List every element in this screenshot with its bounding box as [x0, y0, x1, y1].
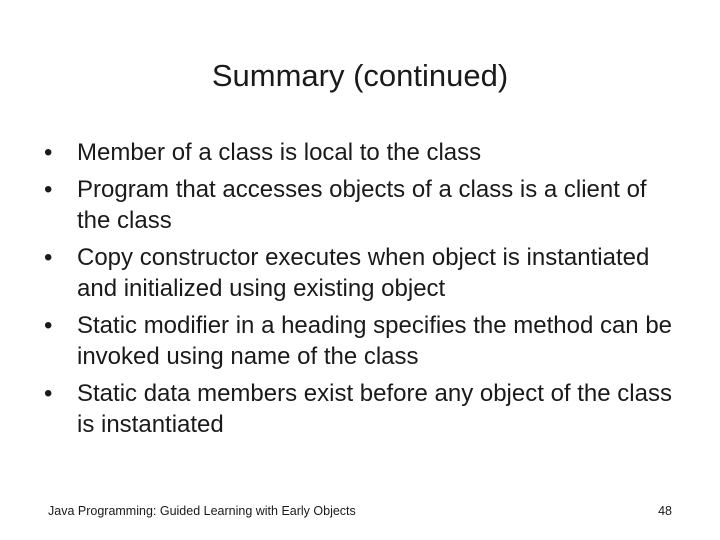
bullet-marker: •: [44, 139, 53, 166]
footer-book-title: Java Programming: Guided Learning with Early Objects: [48, 504, 356, 518]
bullet-marker: •: [44, 380, 53, 407]
bullet-item: [44, 310, 684, 372]
bullet-text: Static modifier in a heading specifies the method can be invoked using name of the class: [77, 312, 673, 370]
bullet-text: Member of a class is local to the class: [77, 139, 482, 166]
page-number: 48: [658, 504, 672, 518]
bullet-item: [44, 242, 684, 304]
bullet-list: [44, 137, 684, 446]
bullet-item: [44, 174, 684, 236]
bullet-item: [44, 378, 684, 440]
slide-title: Summary (continued): [211, 58, 509, 93]
bullet-marker: •: [44, 176, 53, 203]
bullet-marker: •: [44, 312, 53, 339]
bullet-text: Copy constructor executes when object is instantiated and initialized using existing object: [77, 244, 650, 302]
bullet-marker: •: [44, 244, 53, 271]
bullet-text: Program that accesses objects of a class is a client of the class: [77, 176, 647, 234]
bullet-text: Static data members exist before any object of the class is instantiated: [77, 380, 672, 438]
bullet-item: [44, 137, 684, 168]
